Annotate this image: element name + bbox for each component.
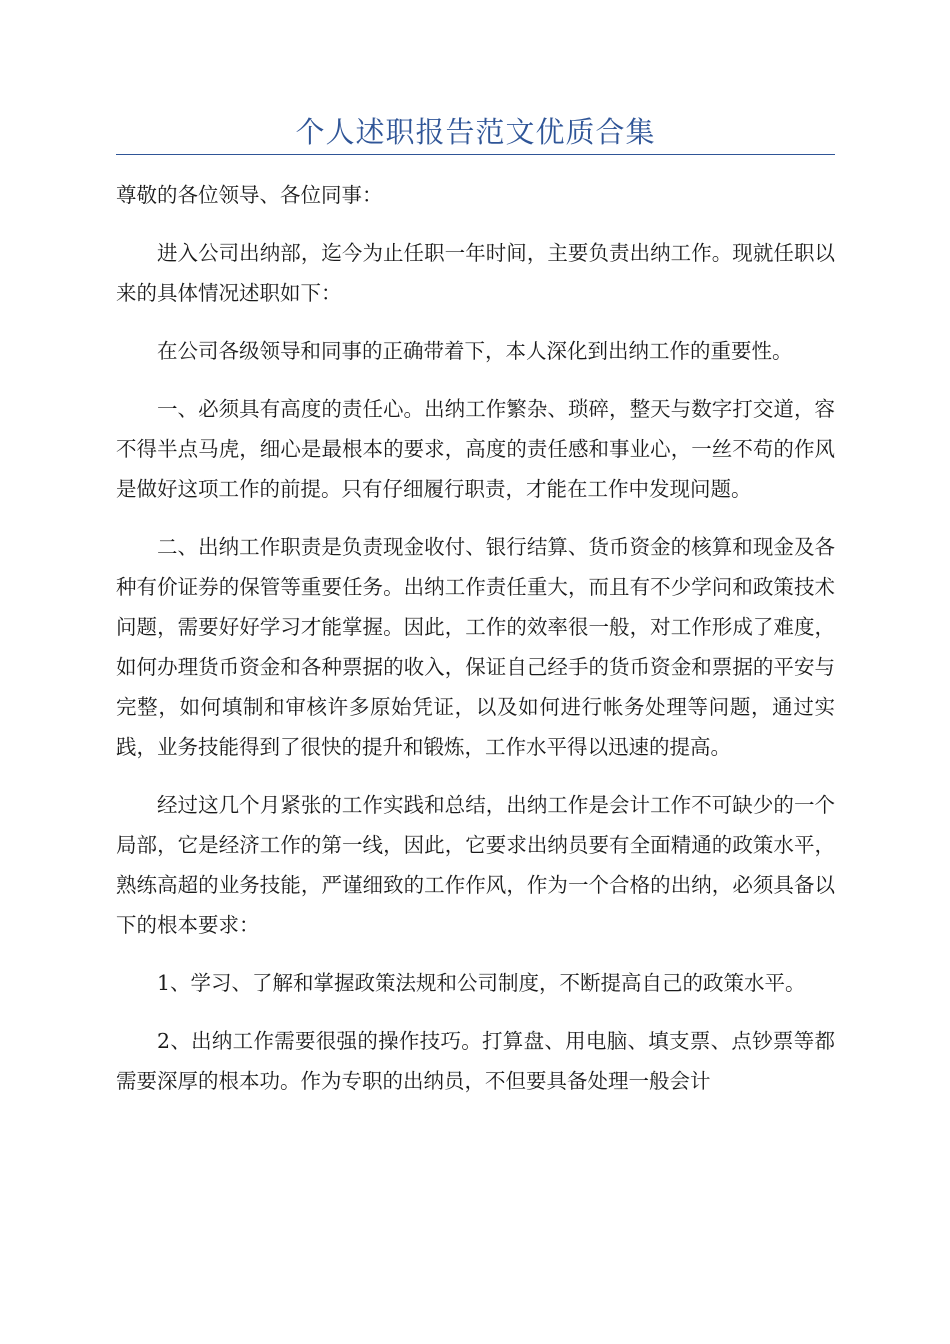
document-body: [116, 175, 835, 1119]
paragraph-requirement-one: 1、学习、了解和掌握政策法规和公司制度，不断提高自己的政策水平。: [157, 971, 806, 995]
paragraph-point-one: 一、必须具有高度的责任心。出纳工作繁杂、琐碎，整天与数字打交道，容不得半点马虎，细心是最根本的要求，高度的责任感和事业心，一丝不苟的作风是做好这项工作的前提。只有仔细履行职责，才能在工作中发现问题。: [116, 397, 835, 501]
title-underline: [116, 154, 835, 155]
salutation: 尊敬的各位领导、各位同事：: [116, 183, 383, 207]
paragraph-summary: 经过这几个月紧张的工作实践和总结，出纳工作是会计工作不可缺少的一个局部，它是经济工作的第一线，因此，它要求出纳员要有全面精通的政策水平，熟练高超的业务技能，严谨细致的工作作风，作为一个合格的出纳，必须具备以下的根本要求：: [116, 793, 835, 937]
paragraph-point-two: 二、出纳工作职责是负责现金收付、银行结算、货币资金的核算和现金及各种有价证券的保管等重要任务。出纳工作责任重大，而且有不少学问和政策技术问题，需要好好学习才能掌握。因此，工作的效率很一般，对工作形成了难度，如何办理货币资金和各种票据的收入，保证自己经手的货币资金和票据的平安与完整，如何填制和审核许多原始凭证，以及如何进行帐务处理等问题，通过实践，业务技能得到了很快的提升和锻炼，工作水平得以迅速的提高。: [116, 535, 835, 759]
paragraph-requirement-two: 2、出纳工作需要很强的操作技巧。打算盘、用电脑、填支票、点钞票等都需要深厚的根本功。作为专职的出纳员，不但要具备处理一般会计: [116, 1029, 835, 1093]
paragraph-intro: 进入公司出纳部，迄今为止任职一年时间，主要负责出纳工作。现就任职以来的具体情况述职如下：: [116, 241, 835, 305]
paragraph-guidance: 在公司各级领导和同事的正确带着下，本人深化到出纳工作的重要性。: [157, 339, 793, 363]
document-title: 个人述职报告范文优质合集: [295, 115, 656, 149]
